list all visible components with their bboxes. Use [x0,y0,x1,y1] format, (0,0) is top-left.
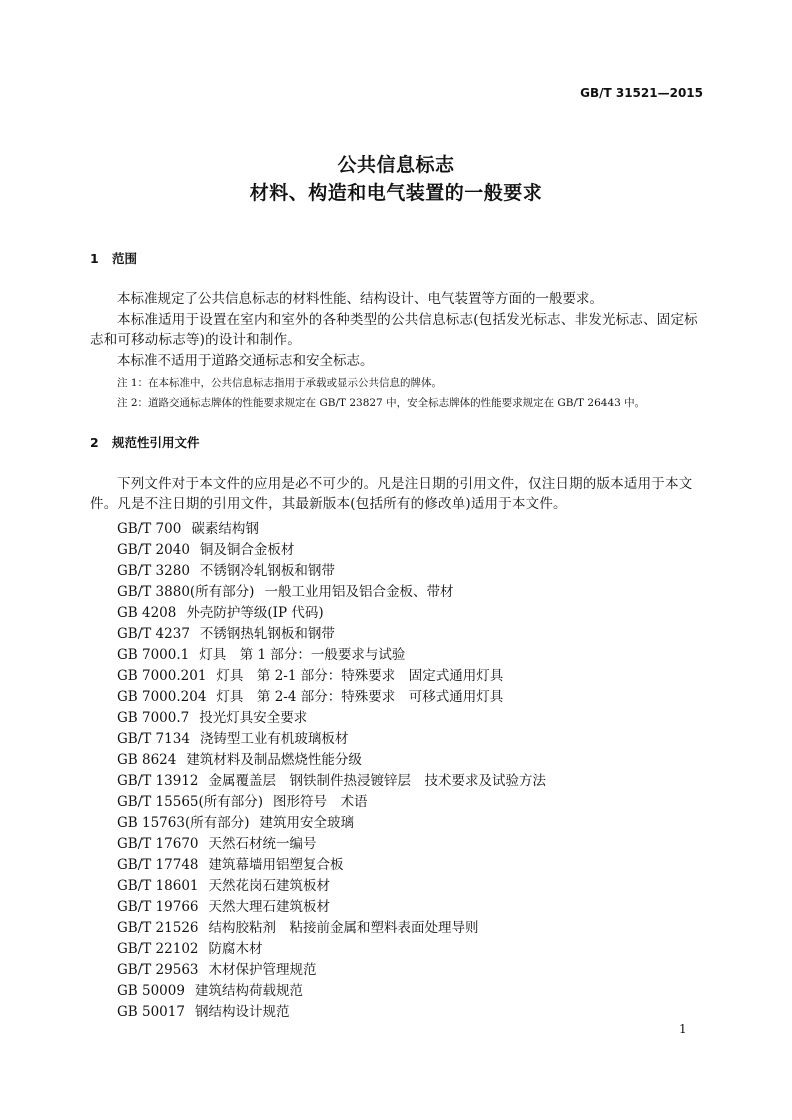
reference-code: GB 50009 [117,983,185,999]
reference-code: GB/T 700 [117,521,182,537]
reference-item [117,916,479,936]
reference-item [117,769,546,789]
reference-code: GB/T 4237 [117,626,190,642]
reference-title: 灯具 第 2-4 部分：特殊要求 可移式通用灯具 [216,689,504,705]
reference-code: GB/T 13912 [117,773,199,789]
reference-title: 防腐木材 [208,941,263,957]
reference-code: GB 8624 [117,752,177,768]
reference-title: 不锈钢热轧钢板和钢带 [199,626,335,642]
reference-item [117,601,324,621]
reference-title: 铜及铜合金板材 [199,542,295,558]
reference-title: 结构胶粘剂 粘接前金属和塑料表面处理导则 [208,920,479,936]
reference-code: GB/T 3280 [117,563,190,579]
reference-item [117,937,263,957]
reference-code: GB/T 17670 [117,836,199,852]
reference-item [117,958,317,978]
reference-item [117,685,503,705]
reference-item [117,643,405,663]
reference-item [117,622,335,642]
reference-item [117,811,354,831]
reference-item [117,790,368,810]
reference-title: 浇铸型工业有机玻璃板材 [199,731,349,747]
document-title-line-2: 材料、构造和电气装置的一般要求 [249,182,543,204]
references-intro: 下列文件对于本文件的应用是必不可少的。凡是注日期的引用文件，仅注日期的版本适用于本文件。凡是不注日期的引用文件，其最新版本(包括所有的修改单)适用于本文件。 [90,476,693,512]
reference-item [117,874,330,894]
reference-title: 图形符号 术语 [273,794,368,810]
reference-title: 天然花岗石建筑板材 [208,878,330,894]
reference-code: GB 7000.201 [117,668,207,684]
reference-title: 不锈钢冷轧钢板和钢带 [199,563,335,579]
scope-paragraph-2: 本标准适用于设置在室内和室外的各种类型的公共信息标志(包括发光标志、非发光标志、固定标志和可移动标志等)的设计和制作。 [90,312,698,348]
reference-item [117,727,348,747]
document-title-line-1: 公共信息标志 [337,154,455,176]
reference-code: GB 7000.1 [117,647,190,663]
page-number: 1 [679,1022,687,1036]
scope-paragraph-3: 本标准不适用于道路交通标志和安全标志。 [117,353,374,369]
reference-code: GB/T 29563 [117,962,199,978]
reference-item [117,1000,289,1020]
section-2-number: 2 [90,435,99,450]
reference-item [117,538,294,558]
reference-item [117,748,362,768]
scope-paragraph-1: 本标准规定了公共信息标志的材料性能、结构设计、电气装置等方面的一般要求。 [117,291,603,307]
reference-code: GB/T 17748 [117,857,199,873]
reference-title: 钢结构设计规范 [194,1004,290,1020]
reference-title: 外壳防护等级(IP 代码) [186,605,324,621]
reference-item [117,580,453,600]
reference-title: 一般工业用铝及铝合金板、带材 [264,584,454,600]
reference-code: GB 7000.204 [117,689,207,705]
reference-title: 建筑结构荷载规范 [194,983,303,999]
reference-title: 建筑用安全玻璃 [259,815,354,831]
reference-title: 天然大理石建筑板材 [208,899,330,915]
reference-code: GB/T 21526 [117,920,199,936]
reference-item [117,664,503,684]
reference-code: GB 50017 [117,1004,185,1020]
reference-title: 碳素结构钢 [191,521,259,537]
reference-item [117,832,317,852]
reference-code: GB/T 19766 [117,899,199,915]
standard-code: GB/T 31521—2015 [580,86,703,100]
reference-title: 建筑材料及制品燃烧性能分级 [186,752,362,768]
note-2: 注 2：道路交通标志牌体的性能要求规定在 GB/T 23827 中，安全标志牌体的性能要求规定在 GB/T 26443 中。 [117,397,646,409]
reference-title: 建筑幕墙用铝塑复合板 [208,857,344,873]
reference-item [117,979,303,999]
section-2-heading [90,433,200,451]
note-1: 注 1：在本标准中，公共信息标志指用于承载或显示公共信息的牌体。 [117,377,443,389]
reference-item [117,517,259,537]
reference-title: 天然石材统一编号 [208,836,317,852]
reference-item [117,706,307,726]
reference-code: GB/T 3880(所有部分) [117,584,255,600]
reference-item [117,853,344,873]
reference-code: GB 15763(所有部分) [117,815,250,831]
reference-code: GB/T 22102 [117,941,199,957]
reference-code: GB/T 15565(所有部分) [117,794,264,810]
reference-code: GB/T 7134 [117,731,190,747]
reference-item [117,895,330,915]
reference-title: 投光灯具安全要求 [199,710,308,726]
section-2-title: 规范性引用文件 [112,435,200,450]
reference-code: GB 7000.7 [117,710,190,726]
reference-code: GB/T 18601 [117,878,199,894]
section-1-heading [90,249,137,267]
reference-item [117,559,335,579]
reference-title: 木材保护管理规范 [208,962,317,978]
section-1-title: 范围 [112,251,138,266]
section-1-number: 1 [90,251,99,266]
reference-title: 灯具 第 2-1 部分：特殊要求 固定式通用灯具 [216,668,504,684]
reference-code: GB/T 2040 [117,542,190,558]
reference-title: 灯具 第 1 部分：一般要求与试验 [199,647,406,663]
reference-title: 金属覆盖层 钢铁制件热浸镀锌层 技术要求及试验方法 [208,773,546,789]
reference-code: GB 4208 [117,605,177,621]
